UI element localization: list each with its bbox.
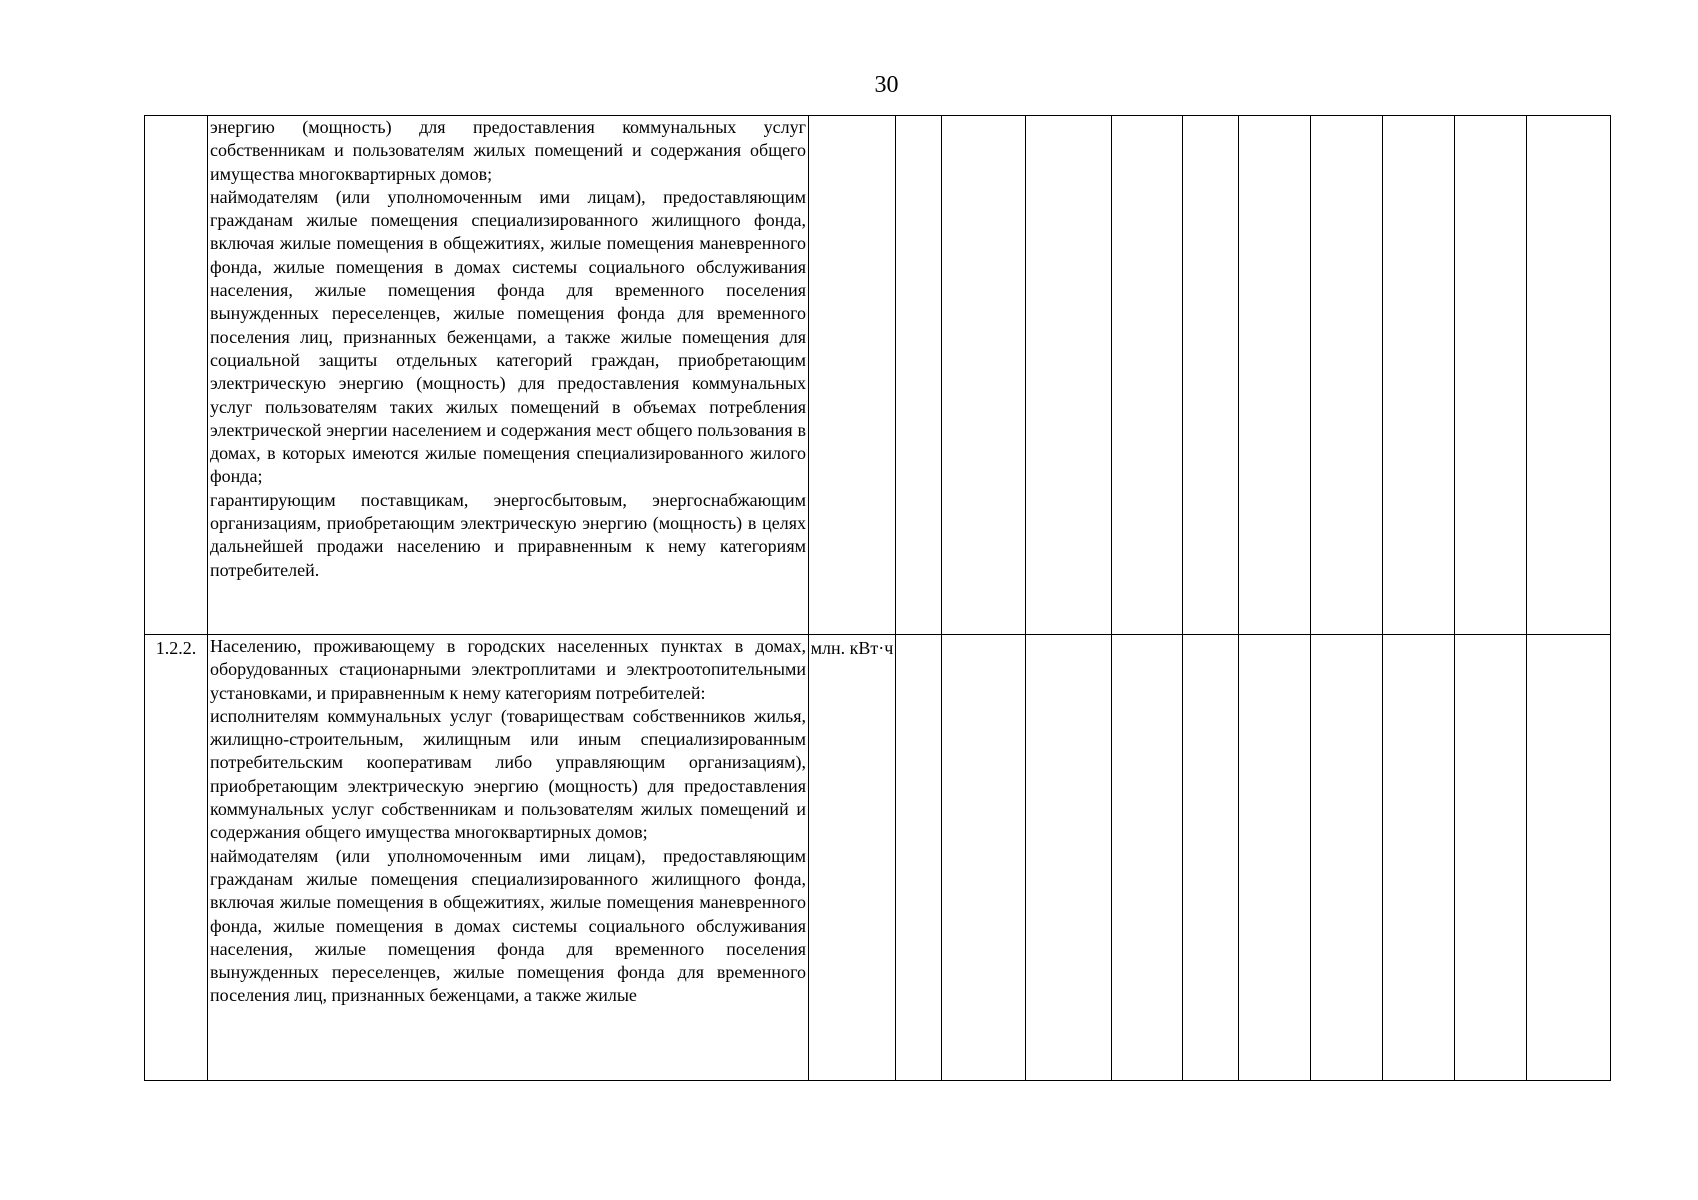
value-cell — [1311, 635, 1383, 1081]
value-cell — [942, 635, 1026, 1081]
row-unit — [809, 116, 896, 635]
value-cell — [1183, 116, 1239, 635]
description-paragraph: энергию (мощность) для предоставления коммунальных услуг собственникам и пользователям жилых помещений и содержания общего имущества многоквартирных домов; — [210, 117, 806, 184]
value-cell — [1239, 116, 1311, 635]
table-row — [145, 635, 1611, 1081]
value-cell — [1026, 635, 1112, 1081]
data-table — [144, 115, 1611, 1081]
value-cell — [1527, 116, 1611, 635]
row-description — [208, 116, 809, 635]
value-cell — [896, 635, 942, 1081]
value-cell — [1383, 635, 1455, 1081]
row-description — [208, 635, 809, 1081]
row-number — [145, 116, 208, 635]
value-cell — [1183, 635, 1239, 1081]
value-cell — [896, 116, 942, 635]
description-paragraph: гарантирующим поставщикам, энергосбытовым, энергоснабжающим организациям, приобретающим электрическую энергию (мощность) в целях дальнейшей продажи населению и приравненным к нему категориям потребителей. — [210, 489, 806, 580]
value-cell — [1455, 116, 1527, 635]
value-cell — [1527, 635, 1611, 1081]
value-cell — [1112, 116, 1183, 635]
value-cell — [942, 116, 1026, 635]
description-paragraph: наймодателям (или уполномоченным ими лицам), предоставляющим гражданам жилые помещения специализированного жилищного фонда, включая жилые помещения в общежитиях, жилые помещения маневренного фонда, жилые помещения в домах системы социального обслуживания населения, жилые помещения фонда для временного поселения вынужденных переселенцев, жилые помещения фонда для временного поселения лиц, признанных беженцами, а также жилые — [210, 845, 806, 1006]
description-paragraph: исполнителям коммунальных услуг (товариществам собственников жилья, жилищно-строительным, жилищным или иным специализированным потребительским кооперативам либо управляющим организациям), приобретающим электрическую энергию (мощность) для предоставления коммунальных услуг собственникам и пользователям жилых помещений и содержания общего имущества многоквартирных домов; — [210, 705, 806, 843]
table-row — [145, 116, 1611, 635]
row-unit: млн. кВт·ч — [809, 635, 896, 1081]
value-cell — [1455, 635, 1527, 1081]
description-paragraph: наймодателям (или уполномоченным ими лицам), предоставляющим гражданам жилые помещения специализированного жилищного фонда, включая жилые помещения в общежитиях, жилые помещения маневренного фонда, жилые помещения в домах системы социального обслуживания населения, жилые помещения фонда для временного поселения вынужденных переселенцев, жилые помещения фонда для временного поселения лиц, признанных беженцами, а также жилые помещения для социальной защиты отдельных категорий граждан, приобретающим электрическую энергию (мощность) для предоставления коммунальных услуг пользователям таких жилых помещений в объемах потребления электрической энергии населением и содержания мест общего пользования в домах, в которых имеются жилые помещения специализированного жилого фонда; — [210, 186, 806, 487]
value-cell — [1239, 635, 1311, 1081]
value-cell — [1112, 635, 1183, 1081]
value-cell — [1311, 116, 1383, 635]
row-number: 1.2.2. — [145, 635, 208, 1081]
page-number: 30 — [874, 72, 899, 98]
description-paragraph: Населению, проживающему в городских населенных пунктах в домах, оборудованных стационарными электроплитами и электроотопительными установками, и приравненным к нему категориям потребителей: — [210, 636, 806, 703]
value-cell — [1026, 116, 1112, 635]
value-cell — [1383, 116, 1455, 635]
